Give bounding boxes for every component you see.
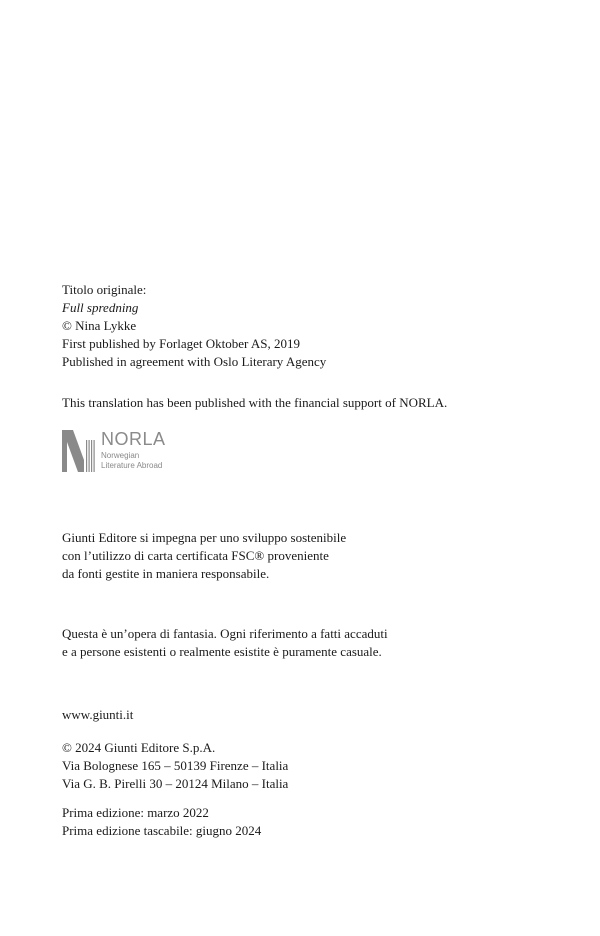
norla-mark-icon: [62, 430, 96, 472]
publisher-address-firenze: Via Bolognese 165 – 50139 Firenze – Italia: [62, 758, 289, 773]
agency-agreement: Published in agreement with Oslo Literary Agency: [62, 354, 327, 369]
sustainability-line-2: con l’utilizzo di carta certificata FSC® proveniente: [62, 548, 329, 563]
publisher-copyright-block: [62, 739, 562, 793]
author-copyright: © Nina Lykke: [62, 318, 137, 333]
first-edition: Prima edizione: marzo 2022: [62, 805, 209, 820]
publisher-website: www.giunti.it: [62, 707, 134, 722]
original-title-label: Titolo originale:: [62, 282, 147, 297]
norla-tagline-line-2: Literature Abroad: [101, 461, 163, 470]
original-title-block: [62, 281, 562, 371]
sustainability-line-3: da fonti gestite in maniera responsabile.: [62, 566, 270, 581]
translation-support-note: [62, 394, 562, 412]
fiction-disclaimer-line-2: e a persone esistenti o realmente esistite è puramente casuale.: [62, 644, 382, 659]
publisher-copyright: © 2024 Giunti Editore S.p.A.: [62, 740, 216, 755]
fiction-disclaimer-line-1: Questa è un’opera di fantasia. Ogni riferimento a fatti accaduti: [62, 626, 388, 641]
fiction-disclaimer: [62, 625, 562, 661]
publisher-address-milano: Via G. B. Pirelli 30 – 20124 Milano – Italia: [62, 776, 289, 791]
norla-logo: [62, 429, 202, 473]
edition-block: [62, 804, 562, 840]
norla-tagline: [101, 451, 162, 471]
norla-tagline-line-1: Norwegian: [101, 451, 140, 460]
sustainability-note: [62, 529, 562, 583]
paperback-edition: Prima edizione tascabile: giugno 2024: [62, 823, 262, 838]
first-published: First published by Forlaget Oktober AS, 2019: [62, 336, 300, 351]
website-block: [62, 706, 562, 724]
sustainability-line-1: Giunti Editore si impegna per uno sviluppo sostenibile: [62, 530, 347, 545]
original-title: Full spredning: [62, 300, 139, 315]
norla-name: NORLA: [101, 429, 166, 449]
translation-support-text: This translation has been published with the financial support of NORLA.: [62, 395, 448, 410]
